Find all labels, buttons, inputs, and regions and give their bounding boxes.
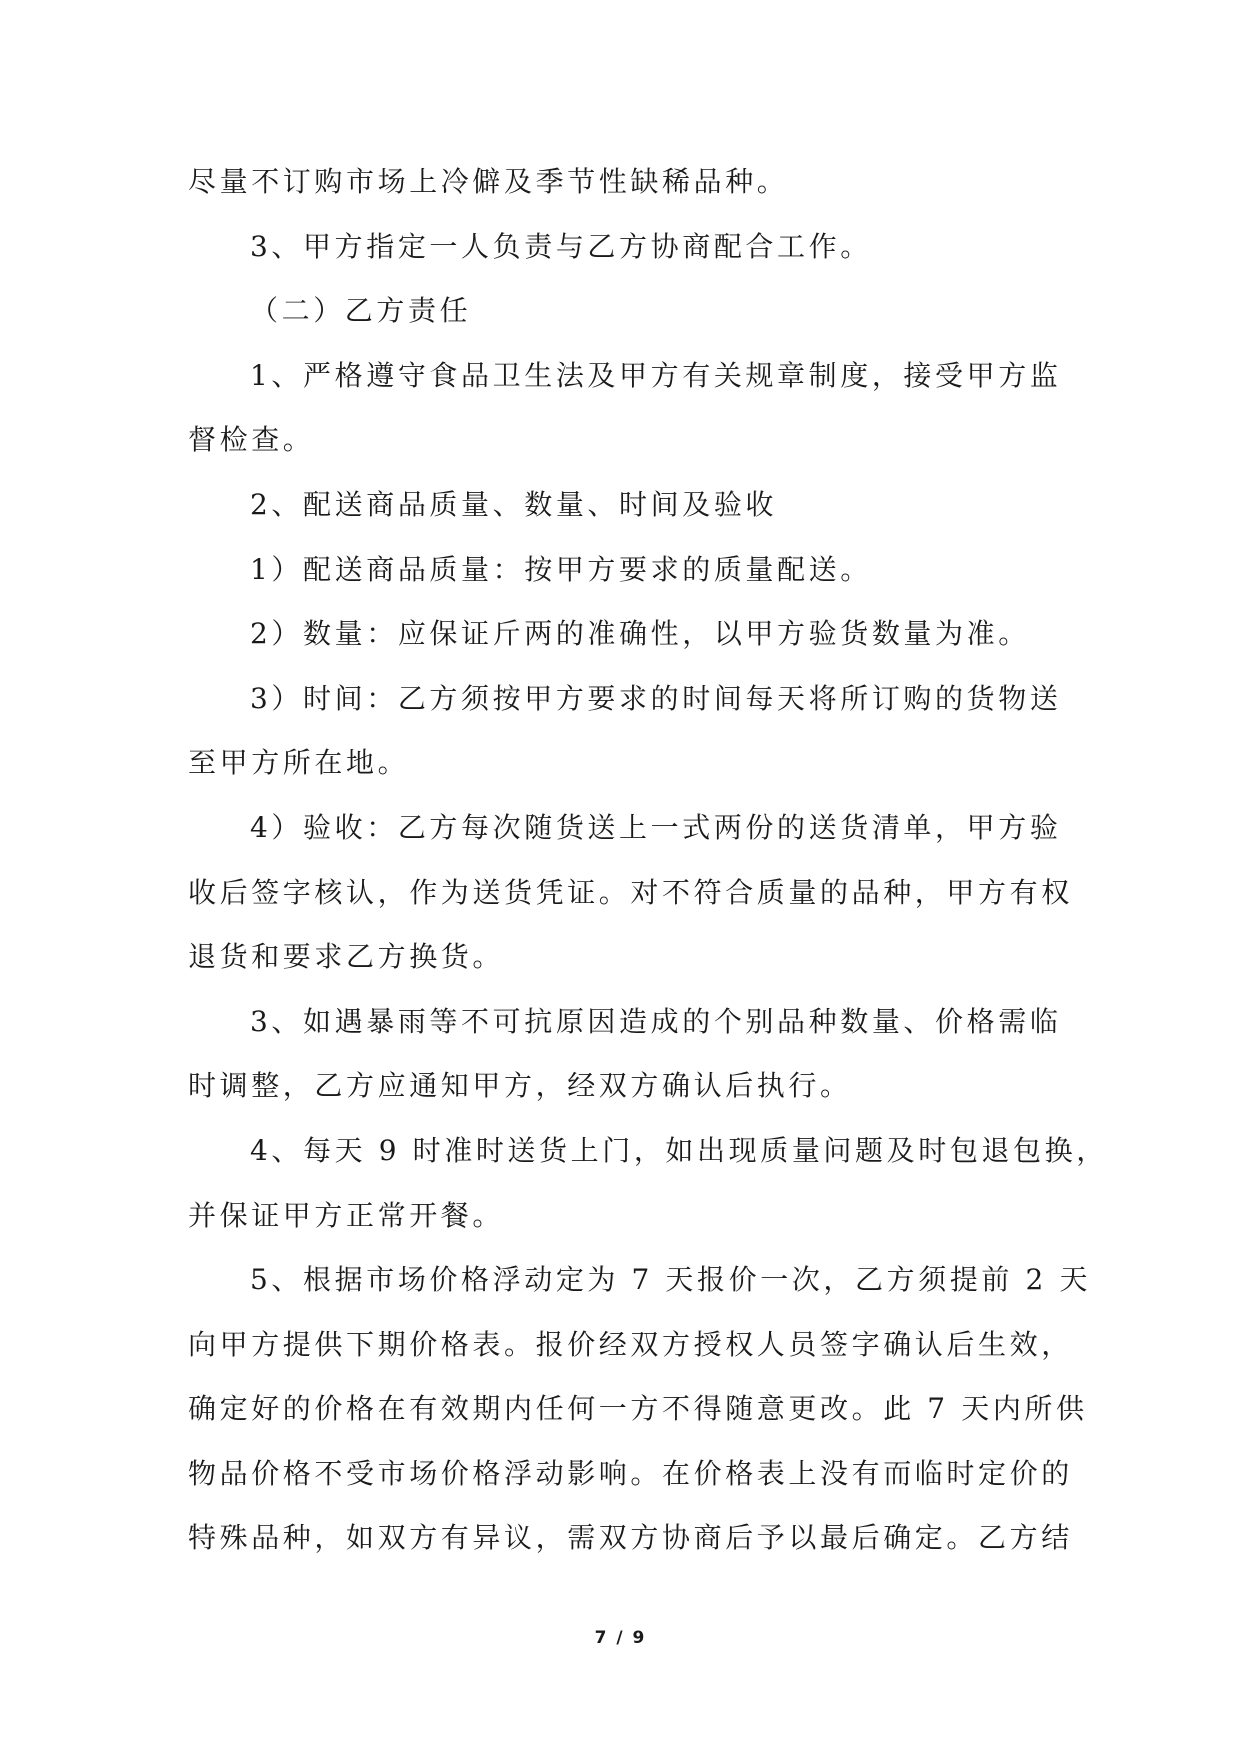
text-line: 尽量不订购市场上冷僻及季节性缺稀品种。 [188, 165, 789, 198]
text-line: 收后签字核认，作为送货凭证。对不符合质量的品种，甲方有权 [188, 875, 1073, 909]
text-line: 确定好的价格在有效期内任何一方不得随意更改。此 7 天内所供 [188, 1392, 1088, 1426]
text-line: 并保证甲方正常开餐。 [188, 1198, 505, 1232]
text-line: 物品价格不受市场价格浮动影响。在价格表上没有而临时定价的 [188, 1456, 1073, 1490]
text-line: 4、每天 9 时准时送货上门，如出现质量问题及时包退包换， [250, 1133, 1108, 1167]
text-line: 3）时间：乙方须按甲方要求的时间每天将所订购的货物送 [250, 681, 1062, 715]
text-line: 时调整，乙方应通知甲方，经双方确认后执行。 [188, 1069, 852, 1103]
text-line: 退货和要求乙方换货。 [188, 940, 505, 974]
text-line: （二）乙方责任 [250, 294, 472, 328]
text-line: 1）配送商品质量：按甲方要求的质量配送。 [250, 552, 872, 586]
text-line: 1、严格遵守食品卫生法及甲方有关规章制度，接受甲方监 [250, 358, 1062, 392]
text-line: 5、根据市场价格浮动定为 7 天报价一次，乙方须提前 2 天 [250, 1263, 1092, 1297]
text-line: 3、甲方指定一人负责与乙方协商配合工作。 [250, 229, 872, 263]
text-line: 3、如遇暴雨等不可抗原因造成的个别品种数量、价格需临 [250, 1004, 1062, 1038]
text-line: 4）验收：乙方每次随货送上一式两份的送货清单，甲方验 [250, 810, 1062, 844]
text-line: 特殊品种，如双方有异议，需双方协商后予以最后确定。乙方结 [188, 1521, 1073, 1555]
text-line: 2、配送商品质量、数量、时间及验收 [250, 487, 778, 521]
document-body [188, 150, 1108, 1571]
page-number: 7 / 9 [594, 1628, 647, 1648]
text-line: 督检查。 [188, 423, 315, 457]
text-line: 至甲方所在地。 [188, 746, 410, 780]
text-line: 向甲方提供下期价格表。报价经双方授权人员签字确认后生效， [188, 1327, 1073, 1361]
text-line: 2）数量：应保证斤两的准确性，以甲方验货数量为准。 [250, 617, 1030, 651]
